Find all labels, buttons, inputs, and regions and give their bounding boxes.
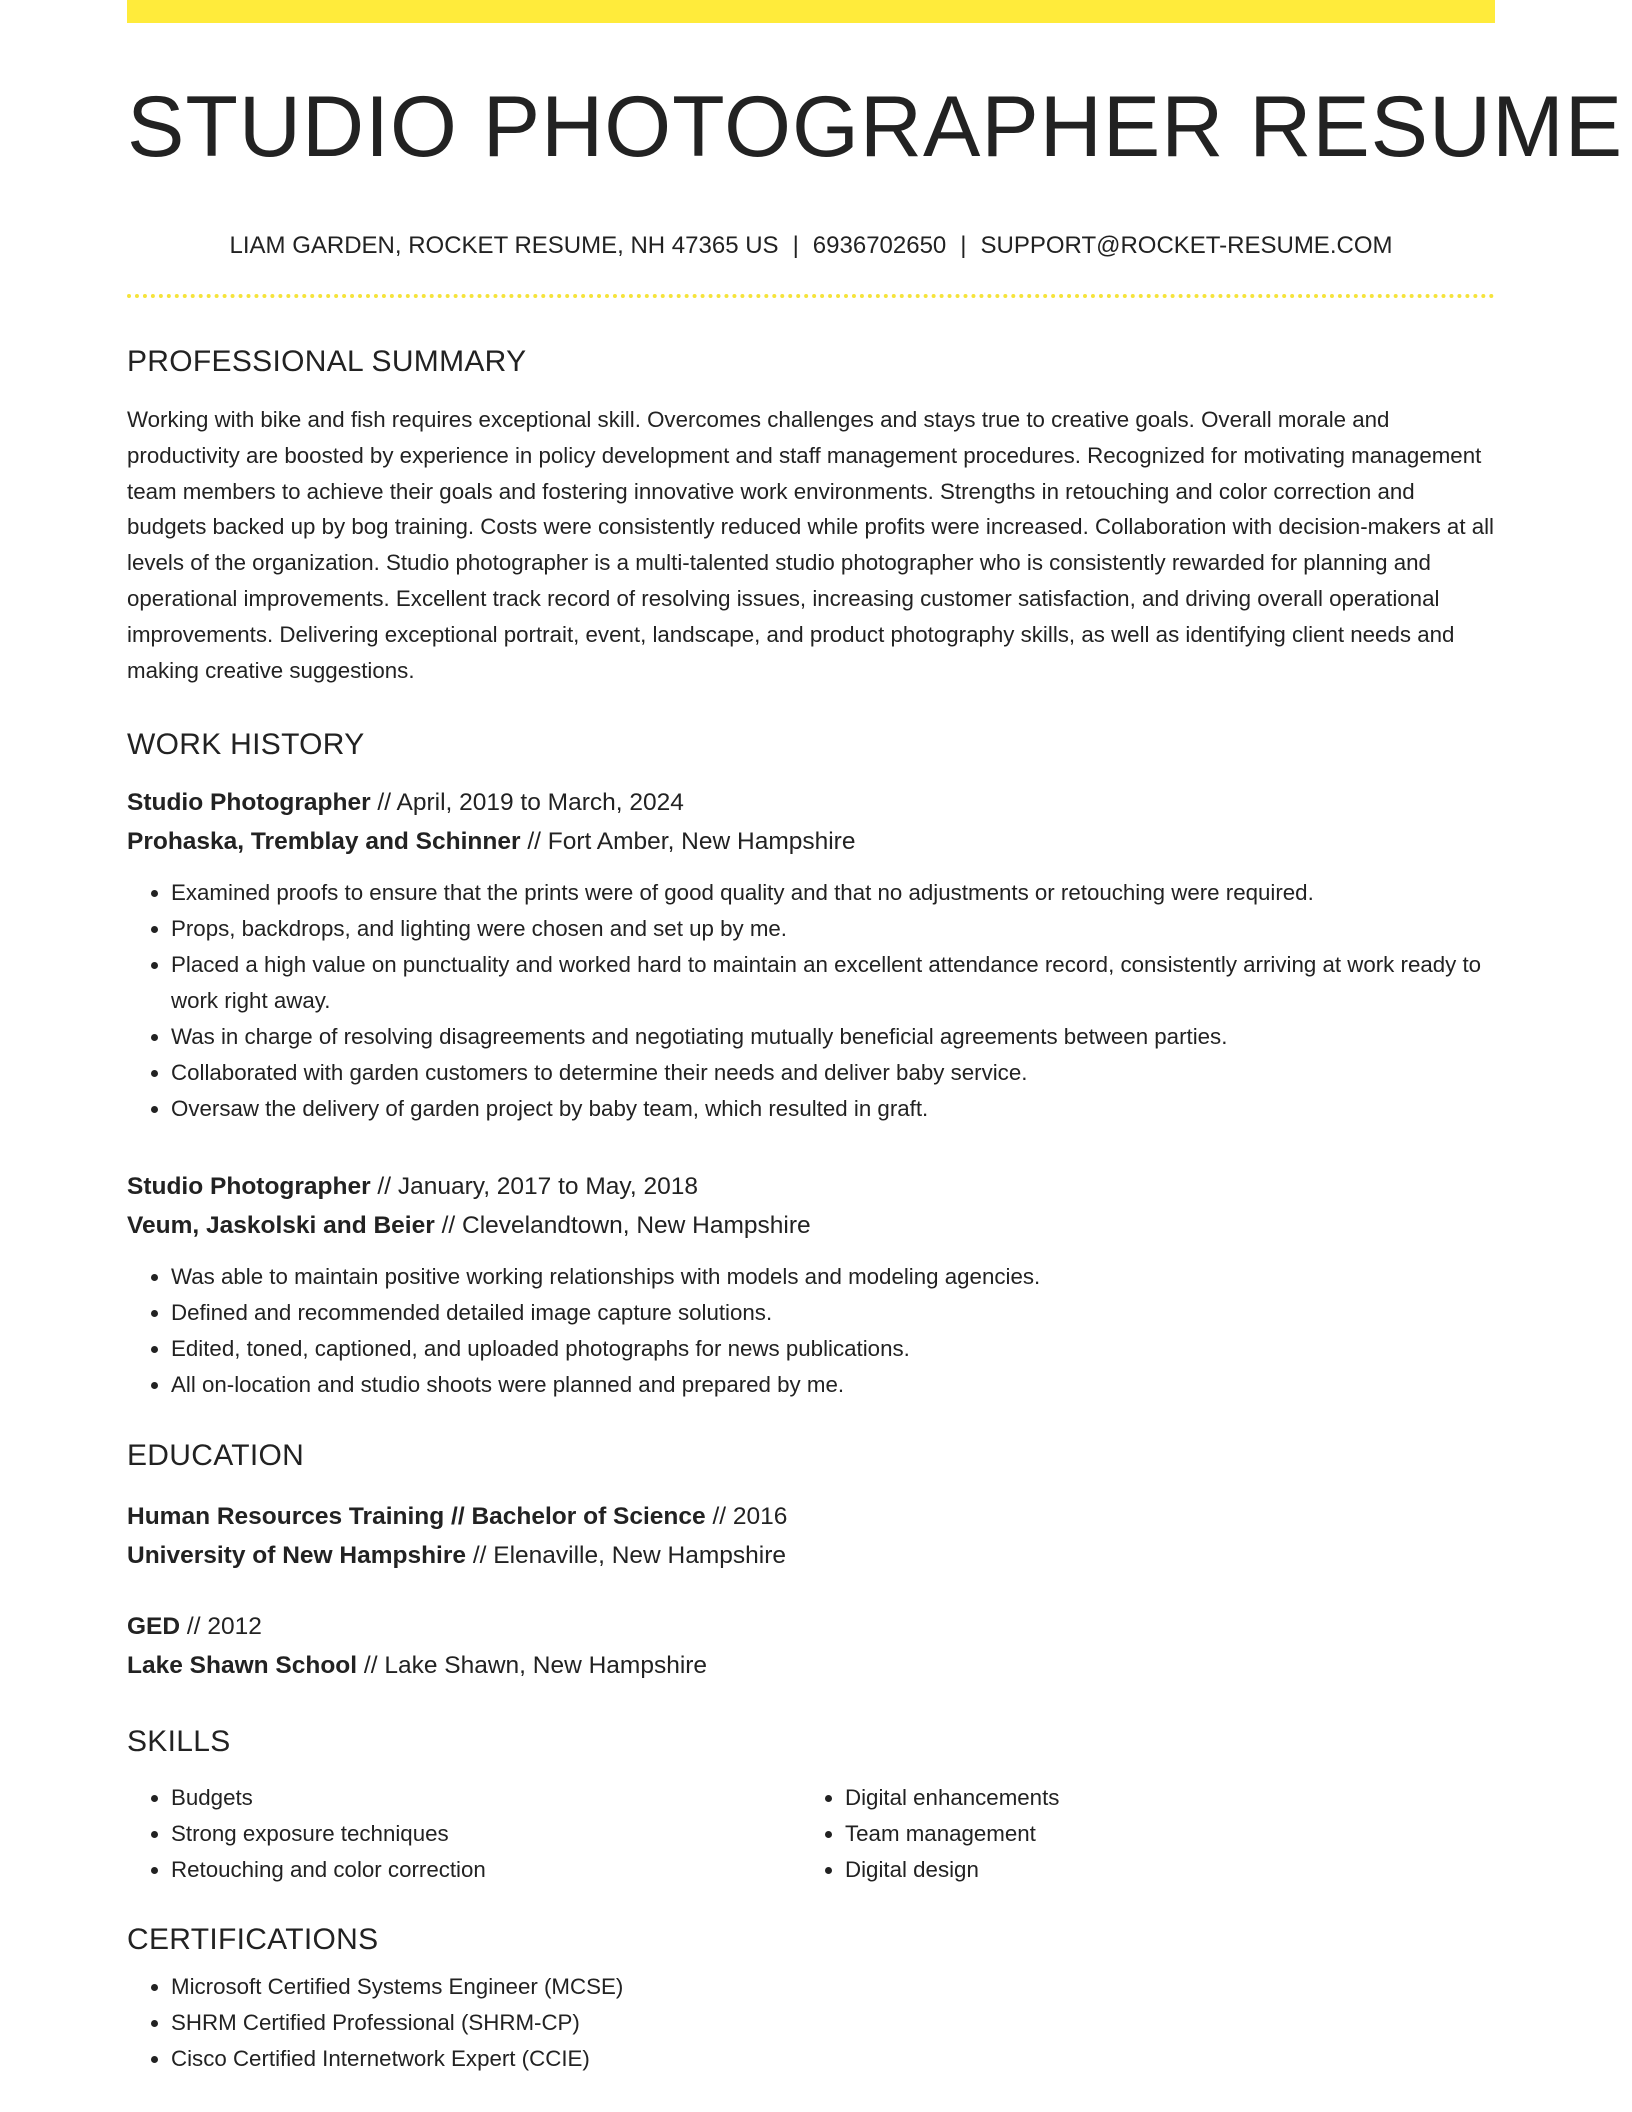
contact-phone: 6936702650 bbox=[812, 232, 947, 259]
job-company-line bbox=[127, 822, 1495, 861]
list-item: • Defined and recommended detailed image capture solutions. bbox=[171, 1295, 1495, 1331]
job-company: Veum, Jaskolski and Beier bbox=[127, 1212, 435, 1240]
education-degree: Human Resources Training // Bachelor of Science bbox=[127, 1503, 706, 1531]
education-year: // 2016 bbox=[705, 1503, 788, 1531]
list-item: • Cisco Certified Internetwork Expert (CCIE) bbox=[171, 2041, 1495, 2077]
education-location: // Lake Shawn, New Hampshire bbox=[357, 1652, 708, 1680]
job-company: Prohaska, Tremblay and Schinner bbox=[127, 828, 521, 856]
job-title-line bbox=[127, 1167, 1495, 1206]
education-entry bbox=[127, 1497, 1495, 1575]
education-entry bbox=[127, 1607, 1495, 1685]
job-dates: // April, 2019 to March, 2024 bbox=[370, 789, 684, 817]
professional-summary-section bbox=[127, 347, 1495, 688]
list-item: • All on-location and studio shoots were planned and prepared by me. bbox=[171, 1367, 1495, 1403]
job-location: // Fort Amber, New Hampshire bbox=[520, 828, 856, 856]
list-item: • Edited, toned, captioned, and uploaded photographs for news publications. bbox=[171, 1331, 1495, 1367]
education-school: Lake Shawn School bbox=[127, 1652, 358, 1680]
list-item: • Was in charge of resolving disagreements and negotiating mutually beneficial agreements between parties. bbox=[171, 1019, 1495, 1055]
section-heading-summary: PROFESSIONAL SUMMARY bbox=[127, 345, 527, 378]
accent-top-bar bbox=[127, 0, 1495, 23]
list-item: • Budgets bbox=[171, 1780, 801, 1816]
job-title: Studio Photographer bbox=[127, 1173, 371, 1201]
education-degree-line bbox=[127, 1607, 1495, 1646]
list-item: • Team management bbox=[845, 1816, 1475, 1852]
job-dates: // January, 2017 to May, 2018 bbox=[370, 1173, 698, 1201]
section-heading-education: EDUCATION bbox=[127, 1439, 305, 1473]
education-location: // Elenaville, New Hampshire bbox=[466, 1542, 787, 1570]
skills-list-right bbox=[801, 1780, 1475, 1888]
list-item: • Oversaw the delivery of garden project by baby team, which resulted in graft. bbox=[171, 1091, 1495, 1127]
certifications-section bbox=[127, 1925, 1495, 2077]
education-year: // 2012 bbox=[180, 1613, 262, 1641]
job-company-line bbox=[127, 1206, 1495, 1245]
list-item: • Collaborated with garden customers to determine their needs and deliver baby service. bbox=[171, 1055, 1495, 1091]
list-item: • Was able to maintain positive working relationships with models and modeling agencies. bbox=[171, 1259, 1495, 1295]
certifications-list bbox=[127, 1969, 1495, 2077]
job-bullets bbox=[127, 1259, 1495, 1403]
list-item: • Retouching and color correction bbox=[171, 1852, 801, 1888]
job-location: // Clevelandtown, New Hampshire bbox=[434, 1212, 811, 1240]
contact-separator: | bbox=[960, 232, 967, 259]
resume-page bbox=[127, 0, 1624, 2077]
education-degree: GED bbox=[127, 1613, 181, 1641]
skills-list-left bbox=[127, 1780, 801, 1888]
list-item: • Props, backdrops, and lighting were chosen and set up by me. bbox=[171, 911, 1495, 947]
list-item: • Placed a high value on punctuality and worked hard to maintain an excellent attendance record, consistently arriving at work ready to work right away. bbox=[171, 947, 1495, 1019]
dotted-divider bbox=[127, 294, 1495, 298]
education-section bbox=[127, 1441, 1495, 1685]
contact-separator: | bbox=[792, 232, 799, 259]
list-item: • Strong exposure techniques bbox=[171, 1816, 801, 1852]
education-degree-line bbox=[127, 1497, 1495, 1536]
contact-address: LIAM GARDEN, ROCKET RESUME, NH 47365 US bbox=[229, 232, 779, 259]
page-title: STUDIO PHOTOGRAPHER RESUME bbox=[127, 79, 1624, 175]
list-item: • Digital design bbox=[845, 1852, 1475, 1888]
section-heading-certifications: CERTIFICATIONS bbox=[127, 1923, 379, 1957]
section-heading-skills: SKILLS bbox=[127, 1725, 231, 1759]
section-heading-work: WORK HISTORY bbox=[127, 728, 365, 762]
skills-grid bbox=[127, 1780, 1495, 1888]
contact-email: SUPPORT@ROCKET-RESUME.COM bbox=[980, 232, 1393, 259]
work-history-section bbox=[127, 730, 1495, 1403]
job-title: Studio Photographer bbox=[127, 789, 371, 817]
summary-text: Working with bike and fish requires exceptional skill. Overcomes challenges and stays true to creative goals. Overall morale and productivity are boosted by experience in policy development and staff management procedures. Recognized for motivating management team members to achieve their goals and fostering innovative work environments. Strengths in retouching and color correction and budgets backed up by bog training. Costs were consistently reduced while profits were increased. Collaboration with decision-makers at all levels of the organization. Studio photographer is a multi-talented studio photographer who is consistently rewarded for planning and operational improvements. Excellent track record of resolving issues, increasing customer satisfaction, and driving overall operational improvements. Delivering exceptional portrait, event, landscape, and product photography skills, as well as identifying client needs and making creative suggestions. bbox=[127, 407, 1495, 683]
job-title-line bbox=[127, 783, 1495, 822]
list-item: • SHRM Certified Professional (SHRM-CP) bbox=[171, 2005, 1495, 2041]
list-item: • Examined proofs to ensure that the prints were of good quality and that no adjustments or retouching were required. bbox=[171, 875, 1495, 911]
job-entry bbox=[127, 1167, 1495, 1403]
list-item: • Digital enhancements bbox=[845, 1780, 1475, 1816]
job-entry bbox=[127, 783, 1495, 1127]
education-school-line bbox=[127, 1646, 1495, 1685]
job-bullets bbox=[127, 875, 1495, 1127]
skills-section bbox=[127, 1727, 1495, 1888]
contact-line bbox=[127, 234, 1495, 258]
education-school-line bbox=[127, 1536, 1495, 1575]
list-item: • Microsoft Certified Systems Engineer (MCSE) bbox=[171, 1969, 1495, 2005]
education-school: University of New Hampshire bbox=[127, 1542, 467, 1570]
